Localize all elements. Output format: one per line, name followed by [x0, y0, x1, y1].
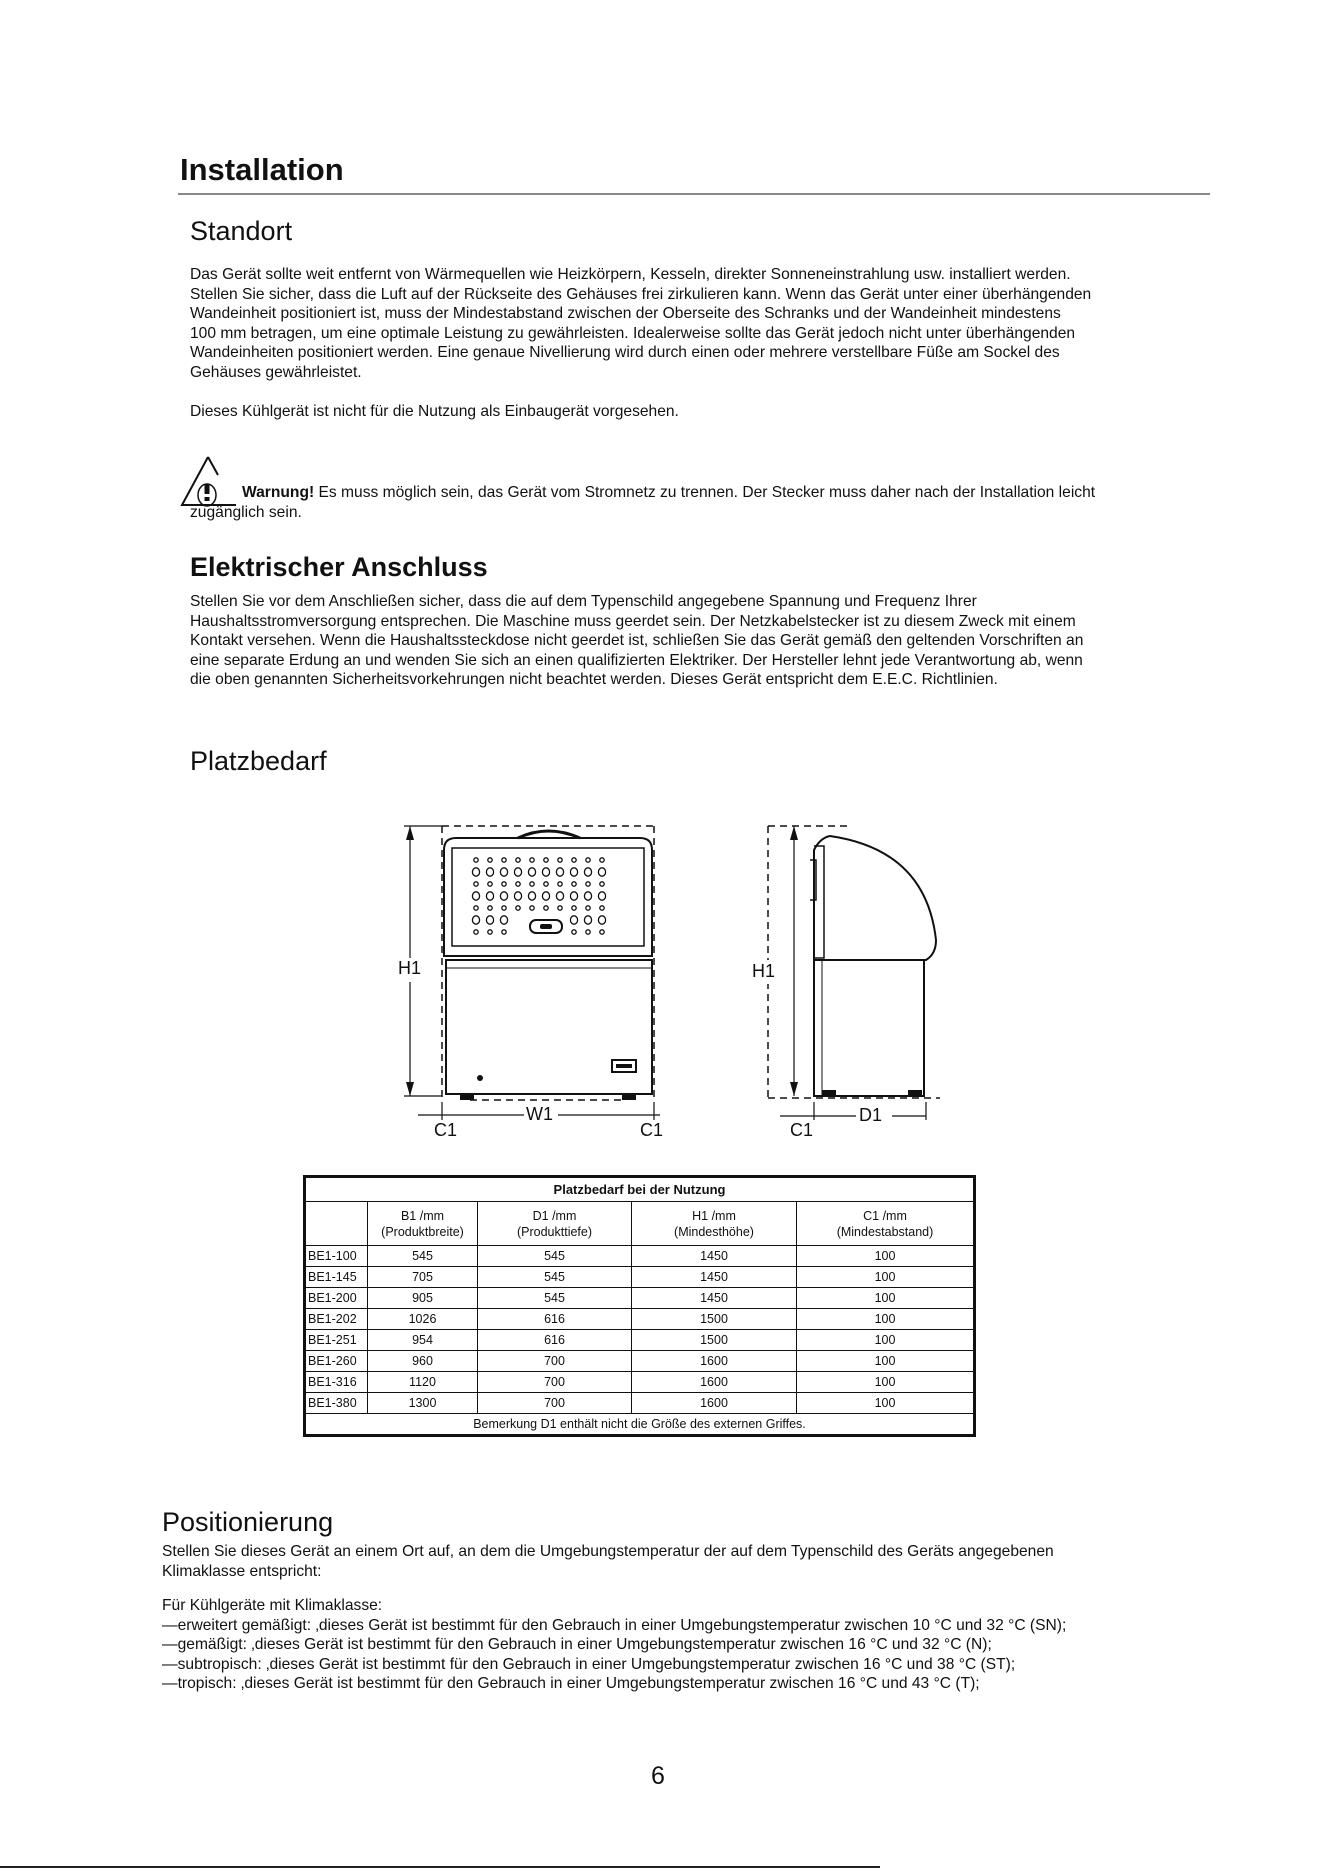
- positioning-heading: Positionierung: [162, 1507, 334, 1537]
- space-requirements-table: [303, 1175, 976, 1437]
- table-cell: 1300: [368, 1393, 478, 1414]
- table-cell: 1500: [632, 1330, 797, 1351]
- table-cell-model: BE1-260: [306, 1351, 368, 1372]
- table-row: [306, 1267, 974, 1288]
- climate-class-list: [162, 1596, 1262, 1694]
- table-cell: 100: [797, 1372, 974, 1393]
- table-cell-model: BE1-200: [306, 1288, 368, 1309]
- side-h1-label: H1: [752, 961, 776, 981]
- table-row: [306, 1330, 974, 1351]
- electrical-line: die oben genannten Sicherheitsvorkehrungen nicht beachtet werden. Dieses Gerät entspricht dem E.E.C. Richtlinien.: [190, 671, 998, 688]
- table-note: Bemerkung D1 enthält nicht die Größe des externen Griffes.: [306, 1414, 974, 1435]
- table-cell: 1450: [632, 1267, 797, 1288]
- table-header-empty: [306, 1202, 368, 1246]
- front-w1-label: W1: [526, 1104, 553, 1124]
- table-cell: 700: [478, 1372, 632, 1393]
- standort-line: Wandeinheit positioniert ist, muss der Mindestabstand zwischen der Oberseite des Schranks und der Wandeinheit mindestens: [190, 305, 1061, 322]
- climate-list-item: —subtropisch: ‚dieses Gerät ist bestimmt für den Gebrauch in einer Umgebungstemperatur zwischen 16 °C und 38 °C (ST);: [162, 1655, 1016, 1673]
- table-header: C1 /mm (Mindestabstand): [797, 1202, 974, 1246]
- warning-text: Es muss möglich sein, das Gerät vom Stromnetz zu trennen. Der Stecker muss daher nach der Installation leicht: [314, 484, 1096, 501]
- front-c1-right-label: C1: [640, 1120, 664, 1140]
- page-number: 6: [651, 1762, 665, 1790]
- side-view-diagram: [740, 820, 960, 1140]
- side-d1-label: D1: [859, 1105, 883, 1125]
- climate-list-item: —gemäßigt: ‚dieses Gerät ist bestimmt für den Gebrauch in einer Umgebungstemperatur zwischen 16 °C und 32 °C (N);: [162, 1636, 992, 1653]
- table-row: [306, 1246, 974, 1267]
- table-cell: 954: [368, 1330, 478, 1351]
- table-cell: 1600: [632, 1393, 797, 1414]
- standort-line: Das Gerät sollte weit entfernt von Wärmequellen wie Heizkörpern, Kesseln, direkter Sonneneinstrahlung usw. installiert werden.: [190, 266, 1071, 283]
- table-cell: 545: [368, 1246, 478, 1267]
- table-cell: 1500: [632, 1309, 797, 1330]
- table-cell: 1450: [632, 1288, 797, 1309]
- table-cell: 705: [368, 1267, 478, 1288]
- standort-line: Wandeinheiten positioniert werden. Eine genaue Nivellierung wird durch einen oder mehrere verstellbare Füße am Sockel des: [190, 344, 1060, 361]
- table-cell: 700: [478, 1351, 632, 1372]
- electrical-line: Haushaltsstromversorgung entsprechen. Die Maschine muss geerdet sein. Der Netzkabelstecker ist zu diesem Zweck mit einem: [190, 612, 1076, 630]
- table-cell: 100: [797, 1309, 974, 1330]
- footer-line: [0, 1866, 880, 1868]
- title-underline: [178, 193, 1210, 195]
- table-row: [306, 1351, 974, 1372]
- table-row: [306, 1393, 974, 1414]
- table-cell-model: BE1-145: [306, 1267, 368, 1288]
- climate-list-item: —erweitert gemäßigt: ‚dieses Gerät ist bestimmt für den Gebrauch in einer Umgebungstemperatur zwischen 10 °C und 32 °C (SN);: [162, 1616, 1067, 1634]
- warning-text-line2: zugänglich sein.: [190, 503, 302, 521]
- positioning-line: Klimaklasse entspricht:: [162, 1562, 322, 1580]
- table-row: [306, 1309, 974, 1330]
- electrical-paragraph: [190, 592, 1250, 690]
- table-cell: 616: [478, 1330, 632, 1351]
- space-heading: Platzbedarf: [190, 746, 327, 776]
- table-header: B1 /mm (Produktbreite): [368, 1202, 478, 1246]
- table-cell-model: BE1-251: [306, 1330, 368, 1351]
- table-cell: 545: [478, 1267, 632, 1288]
- table-cell: 1600: [632, 1351, 797, 1372]
- climate-list-intro: Für Kühlgeräte mit Klimaklasse:: [162, 1597, 383, 1614]
- standort-note: Dieses Kühlgerät ist nicht für die Nutzung als Einbaugerät vorgesehen.: [190, 403, 679, 420]
- table-cell: 100: [797, 1267, 974, 1288]
- table-cell-model: BE1-100: [306, 1246, 368, 1267]
- table-cell: 1450: [632, 1246, 797, 1267]
- table-cell: 960: [368, 1351, 478, 1372]
- table-cell: 100: [797, 1330, 974, 1351]
- table-cell: 100: [797, 1351, 974, 1372]
- front-view-diagram: [390, 820, 690, 1140]
- table-cell: 1026: [368, 1309, 478, 1330]
- table-cell: 700: [478, 1393, 632, 1414]
- table-cell: 905: [368, 1288, 478, 1309]
- table-header: D1 /mm (Produkttiefe): [478, 1202, 632, 1246]
- table-cell: 100: [797, 1246, 974, 1267]
- standort-line: Gehäuses gewährleistet.: [190, 363, 362, 381]
- standort-line: 100 mm betragen, um eine optimale Leistung zu gewährleisten. Idealerweise sollte das Gerät jedoch nicht unter überhängenden: [190, 324, 1076, 342]
- table-row: [306, 1288, 974, 1309]
- side-c1-label: C1: [790, 1120, 814, 1140]
- table-row: [306, 1372, 974, 1393]
- warning-paragraph: [190, 483, 1250, 522]
- table-cell: 545: [478, 1288, 632, 1309]
- electrical-heading: Elektrischer Anschluss: [190, 552, 488, 582]
- table-cell: 1120: [368, 1372, 478, 1393]
- positioning-paragraph: [162, 1542, 1262, 1581]
- table-cell: 616: [478, 1309, 632, 1330]
- standort-paragraph: [190, 265, 1250, 382]
- positioning-line: Stellen Sie dieses Gerät an einem Ort auf, an dem die Umgebungstemperatur der auf dem Typenschild des Geräts angegebenen: [162, 1543, 1054, 1560]
- warning-label: Warnung!: [242, 484, 315, 501]
- table-caption: Platzbedarf bei der Nutzung: [306, 1178, 974, 1202]
- table-header: H1 /mm (Mindesthöhe): [632, 1202, 797, 1246]
- table-cell: 100: [797, 1288, 974, 1309]
- table-cell: 100: [797, 1393, 974, 1414]
- electrical-line: eine separate Erdung an und wenden Sie sich an einen qualifizierten Elektriker. Der Hersteller lehnt jede Verantwortung ab, wenn: [190, 651, 1083, 669]
- table-cell-model: BE1-380: [306, 1393, 368, 1414]
- electrical-line: Stellen Sie vor dem Anschließen sicher, dass die auf dem Typenschild angegebene Spannung und Frequenz Ihrer: [190, 593, 977, 610]
- page-title: Installation: [180, 152, 344, 187]
- table-cell: 545: [478, 1246, 632, 1267]
- table-cell: 1600: [632, 1372, 797, 1393]
- climate-list-item: —tropisch: ‚dieses Gerät ist bestimmt für den Gebrauch in einer Umgebungstemperatur zwischen 16 °C und 43 °C (T);: [162, 1675, 980, 1692]
- standort-heading: Standort: [190, 216, 293, 246]
- electrical-line: Kontakt versehen. Wenn die Haushaltssteckdose nicht geerdet ist, schließen Sie das Gerät gemäß den geltenden Vorschriften an: [190, 632, 1084, 649]
- table-cell-model: BE1-202: [306, 1309, 368, 1330]
- table-cell-model: BE1-316: [306, 1372, 368, 1393]
- front-h1-label: H1: [398, 958, 422, 978]
- standort-line: Stellen Sie sicher, dass die Luft auf der Rückseite des Gehäuses frei zirkulieren kann. Wenn das Gerät unter einer überhängenden: [190, 285, 1092, 303]
- front-c1-left-label: C1: [434, 1120, 458, 1140]
